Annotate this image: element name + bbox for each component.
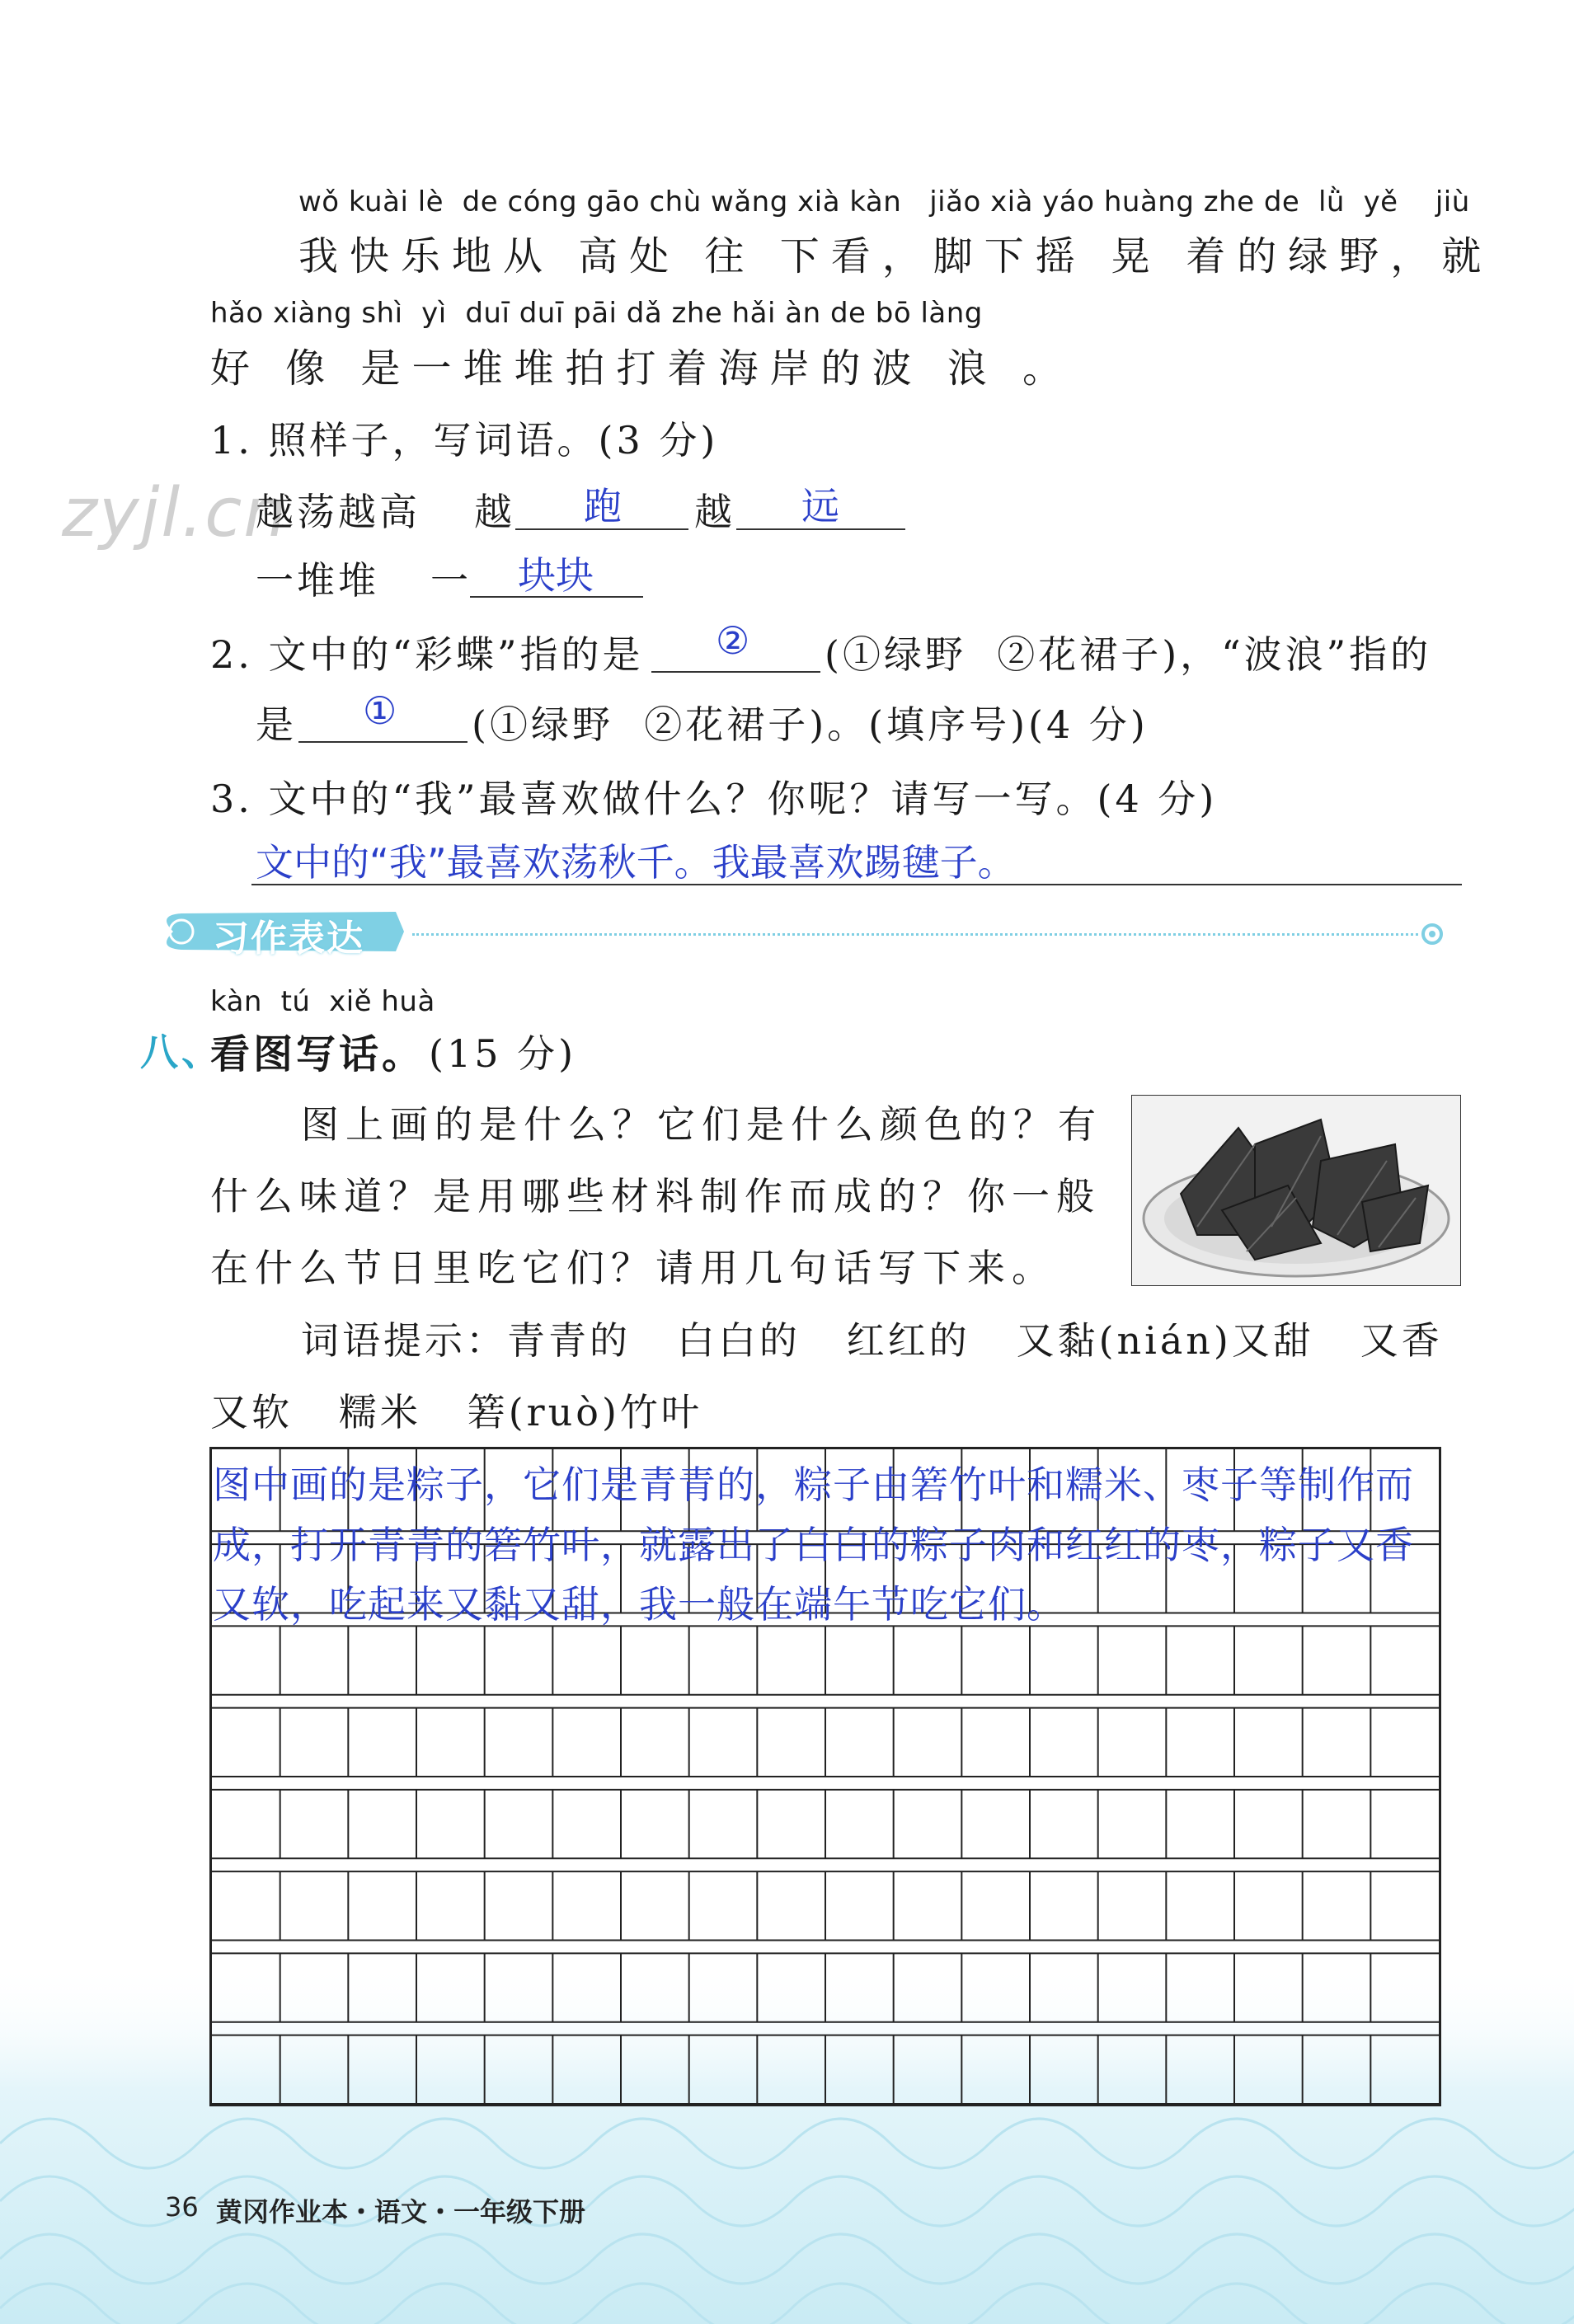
q1-line2-label: 一堆堆 [256, 558, 379, 603]
q2-answer-1: ② [716, 618, 750, 663]
q1-line2-prefix: 一 [430, 558, 472, 603]
q8-prompt-line3: 在什么节日里吃它们？请用几句话写下来。 [210, 1246, 1056, 1290]
q2-part4: (①绿野 ②花裙子)。(填序号)(4 分) [472, 702, 1149, 747]
q1-yue-2: 越 [694, 490, 735, 534]
q8-prompt-line1: 图上画的是什么？它们是什么颜色的？有 [301, 1102, 1102, 1147]
section-divider [412, 933, 1418, 936]
passage-pinyin-line1: wǒ kuài lè de cóng gāo chù wǎng xià kàn jiǎo xià yáo huàng zhe de lǜ yě jiù [298, 185, 1470, 218]
q8-hint-line1: 词语提示：青青的 白白的 红红的 又黏(nián)又甜 又香 [301, 1318, 1443, 1363]
q8-number: 八、 [140, 1030, 223, 1074]
divider-end-icon [1420, 922, 1445, 946]
q1-answer-b: 远 [801, 484, 839, 528]
q8-title: 看图写话。 [210, 1031, 425, 1077]
q1-example: 越荡越高 [256, 490, 421, 534]
passage-pinyin-line2: hǎo xiàng shì yì duī duī pāi dǎ zhe hǎi àn de bō làng [210, 297, 983, 330]
q2-answer-2: ① [363, 688, 397, 733]
passage-text-line1: 我快乐地从 高处 往 下看，脚下摇 晃 着的绿野，就 [298, 233, 1493, 279]
q3-answer: 文中的“我”最喜欢荡秋千。我最喜欢踢毽子。 [256, 840, 1016, 885]
q8-pinyin: kàn tú xiě huà [210, 985, 435, 1018]
section-banner-title: 习作表达 [213, 918, 364, 960]
zongzi-photo [1131, 1095, 1461, 1286]
q8-hint-line2: 又软 糯米 箬(ruò)竹叶 [210, 1390, 702, 1434]
q8-prompt-line2: 什么味道？是用哪些材料制作而成的？你一般 [210, 1174, 1101, 1218]
q8-points: (15 分) [429, 1031, 577, 1076]
essay-line-3: 又软，吃起来又黏又甜，我一般在端午节吃它们。 [213, 1582, 1065, 1627]
q1-yue-1: 越 [474, 490, 515, 534]
q2-part3: 是 [256, 702, 297, 747]
q1-prompt: 1. 照样子，写词语。(3 分) [210, 418, 719, 462]
book-title: 黄冈作业本・语文・一年级下册 [216, 2196, 586, 2228]
q2-part2: (①绿野 ②花裙子)，“波浪”指的 [825, 632, 1432, 677]
page-number: 36 [165, 2191, 199, 2223]
essay-line-1: 图中画的是粽子，它们是青青的，粽子由箬竹叶和糯米、枣子等制作而 [213, 1462, 1414, 1507]
essay-line-2: 成，打开青青的箬竹叶，就露出了白白的粽子肉和红红的枣，粽子又香 [213, 1523, 1414, 1567]
q3-prompt: 3. 文中的“我”最喜欢做什么？你呢？请写一写。(4 分) [210, 777, 1218, 821]
q3-answer-line [251, 841, 1462, 885]
passage-text-line2: 好 像 是一堆堆拍打着海岸的波 浪 。 [210, 345, 1074, 392]
q1-answer-a: 跑 [584, 484, 622, 528]
q2-part1: 2. 文中的“彩蝶”指的是 [210, 632, 644, 677]
watermark-text: zyjl.cn [62, 474, 289, 552]
q1-answer-c: 块块 [518, 553, 594, 598]
